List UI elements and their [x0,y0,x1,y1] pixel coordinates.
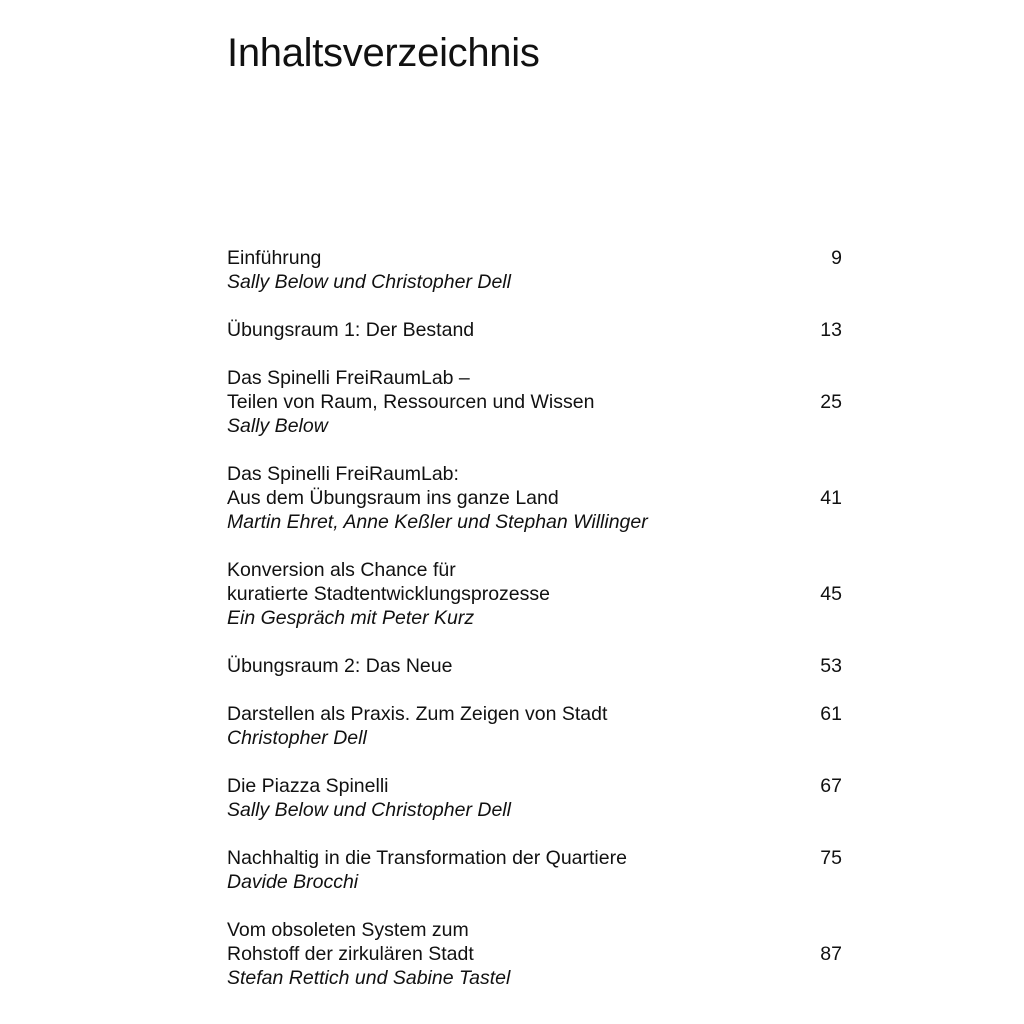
toc-entry [227,654,842,678]
toc-entry-text [227,366,594,438]
toc-entry-text [227,462,648,534]
toc-entry-page-number: 67 [820,775,842,797]
toc-entry-author: Ein Gespräch mit Peter Kurz [227,607,475,629]
toc-entry [227,702,842,750]
toc-entry-page-number: 25 [820,391,842,413]
toc-entry-author: Sally Below und Christopher Dell [227,799,511,821]
toc-entry-author: Sally Below [227,415,328,437]
toc-entry-author: Sally Below und Christopher Dell [227,271,511,293]
toc-entry-author: Martin Ehret, Anne Keßler und Stephan Willinger [227,511,648,533]
toc-entry [227,366,842,438]
toc-entry-page-number: 45 [820,583,842,605]
toc-entry-text [227,318,474,342]
toc-entry-author: Christopher Dell [227,727,367,749]
toc-entry [227,246,842,294]
toc-entry-text [227,558,550,630]
page-title: Inhaltsverzeichnis [227,31,540,75]
toc-entry-page-number: 9 [831,247,842,269]
toc-entry-page-number: 61 [820,703,842,725]
toc-entry-author: Stefan Rettich und Sabine Tastel [227,967,511,989]
toc-entry-page-number: 41 [820,487,842,509]
toc-entry [227,774,842,822]
toc-entry-author: Davide Brocchi [227,871,359,893]
toc-entry-title-line: Einführung [227,247,322,269]
toc-entry-title-line: Aus dem Übungsraum ins ganze Land [227,487,559,509]
toc-entry-text [227,246,511,294]
toc-entry-title-line: Übungsraum 2: Das Neue [227,655,453,677]
toc-entry-text [227,774,511,822]
toc-entry-page-number: 87 [820,943,842,965]
toc-entry [227,318,842,342]
toc-entry [227,918,842,990]
toc-entry-text [227,918,510,990]
toc-entry-title-line: Die Piazza Spinelli [227,775,389,797]
toc-entry-text [227,654,452,678]
toc-entry-page-number: 13 [820,319,842,341]
toc-entry-title-line: Darstellen als Praxis. Zum Zeigen von Stadt [227,703,608,725]
toc-entry [227,558,842,630]
toc-entry-title-line: Nachhaltig in die Transformation der Quartiere [227,847,627,869]
toc-entry-title-line: Das Spinelli FreiRaumLab: [227,463,459,485]
toc-entry [227,462,842,534]
table-of-contents [227,246,842,1006]
toc-entry-title-line: Übungsraum 1: Der Bestand [227,319,475,341]
toc-entry-title-line: kuratierte Stadtentwicklungsprozesse [227,583,550,605]
toc-entry-title-line: Das Spinelli FreiRaumLab – [227,367,470,389]
toc-entry-page-number: 53 [820,655,842,677]
toc-entry [227,846,842,894]
toc-entry-title-line: Teilen von Raum, Ressourcen und Wissen [227,391,595,413]
toc-entry-title-line: Rohstoff der zirkulären Stadt [227,943,474,965]
toc-entry-title-line: Konversion als Chance für [227,559,456,581]
toc-entry-page-number: 75 [820,847,842,869]
toc-entry-title-line: Vom obsoleten System zum [227,919,469,941]
toc-entry-text [227,702,607,750]
toc-entry-text [227,846,627,894]
